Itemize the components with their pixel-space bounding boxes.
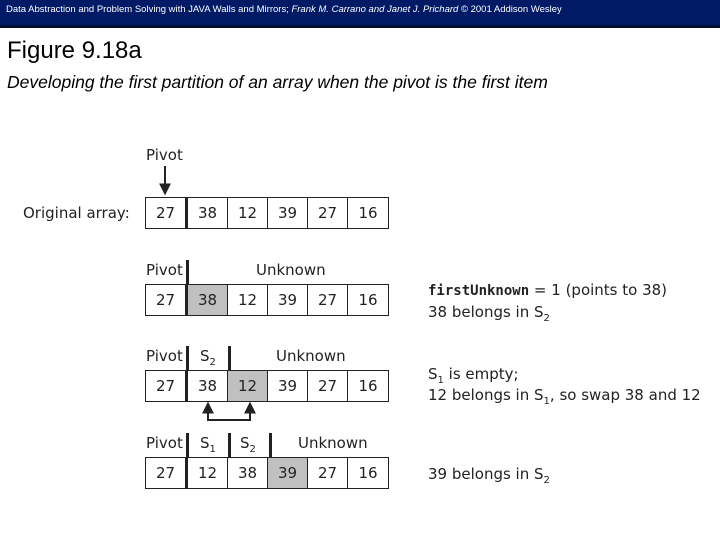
- array-cell: 27: [308, 285, 348, 315]
- array-cell: 16: [358, 291, 378, 309]
- array-cell: 16: [358, 377, 378, 395]
- pivot-label: Pivot: [146, 434, 183, 452]
- array-cell: 38: [188, 285, 228, 315]
- unknown-label: Unknown: [256, 261, 326, 279]
- array-cell: 27: [146, 285, 188, 315]
- array-cell: 27: [146, 458, 188, 488]
- note-39-belongs: 39 belongs in $S_2$: [428, 465, 550, 486]
- array-cell: 12: [228, 371, 268, 401]
- array-cell: 12: [228, 285, 268, 315]
- note-swap: 12 belongs in $S_1$, so swap 38 and 12: [428, 386, 701, 407]
- array-cell: 38: [228, 458, 268, 488]
- figure-subtitle: Developing the first partition of an array when the pivot is the first item: [7, 72, 548, 92]
- array-cell: 39: [268, 198, 308, 228]
- array-cell: 27: [146, 198, 188, 228]
- array-cell: 16: [358, 204, 378, 222]
- array-cell: 39: [268, 458, 308, 488]
- array-cell: 27: [308, 371, 348, 401]
- swap-arrow-icon: [208, 404, 250, 420]
- pivot-label: Pivot: [146, 261, 183, 279]
- array-cell: 39: [268, 371, 308, 401]
- unknown-label: Unknown: [276, 347, 346, 365]
- array-cell: 27: [146, 371, 188, 401]
- figure-title: Figure 9.18a: [7, 37, 142, 64]
- array-cell: 12: [228, 198, 268, 228]
- original-array-label: Original array:: [23, 204, 130, 222]
- array-cell: 12: [188, 458, 228, 488]
- s2-label: $S_2$: [200, 347, 216, 368]
- header-text: Data Abstraction and Problem Solving with JAVA Walls and Mirrors; Frank M. Carrano and Janet J. Prichard © 2001 Addison Wesley: [6, 4, 562, 15]
- pivot-label: Pivot: [146, 146, 183, 164]
- array-cell: 38: [188, 198, 228, 228]
- array-cell: 39: [268, 285, 308, 315]
- note-first-unknown: firstUnknown = 1 (points to 38): [428, 281, 668, 299]
- array-cell: 38: [188, 371, 228, 401]
- array-cell: 27: [308, 458, 348, 488]
- pivot-label: Pivot: [146, 347, 183, 365]
- unknown-label: Unknown: [298, 434, 368, 452]
- note-38-belongs: 38 belongs in $S_2$: [428, 303, 550, 324]
- s1-label: $S_1$: [200, 434, 216, 455]
- array-cell: 16: [358, 464, 378, 482]
- s2-label: $S_2$: [240, 434, 256, 455]
- array-cell: 27: [308, 198, 348, 228]
- note-s1-empty: $S_1$ is empty;: [428, 365, 519, 386]
